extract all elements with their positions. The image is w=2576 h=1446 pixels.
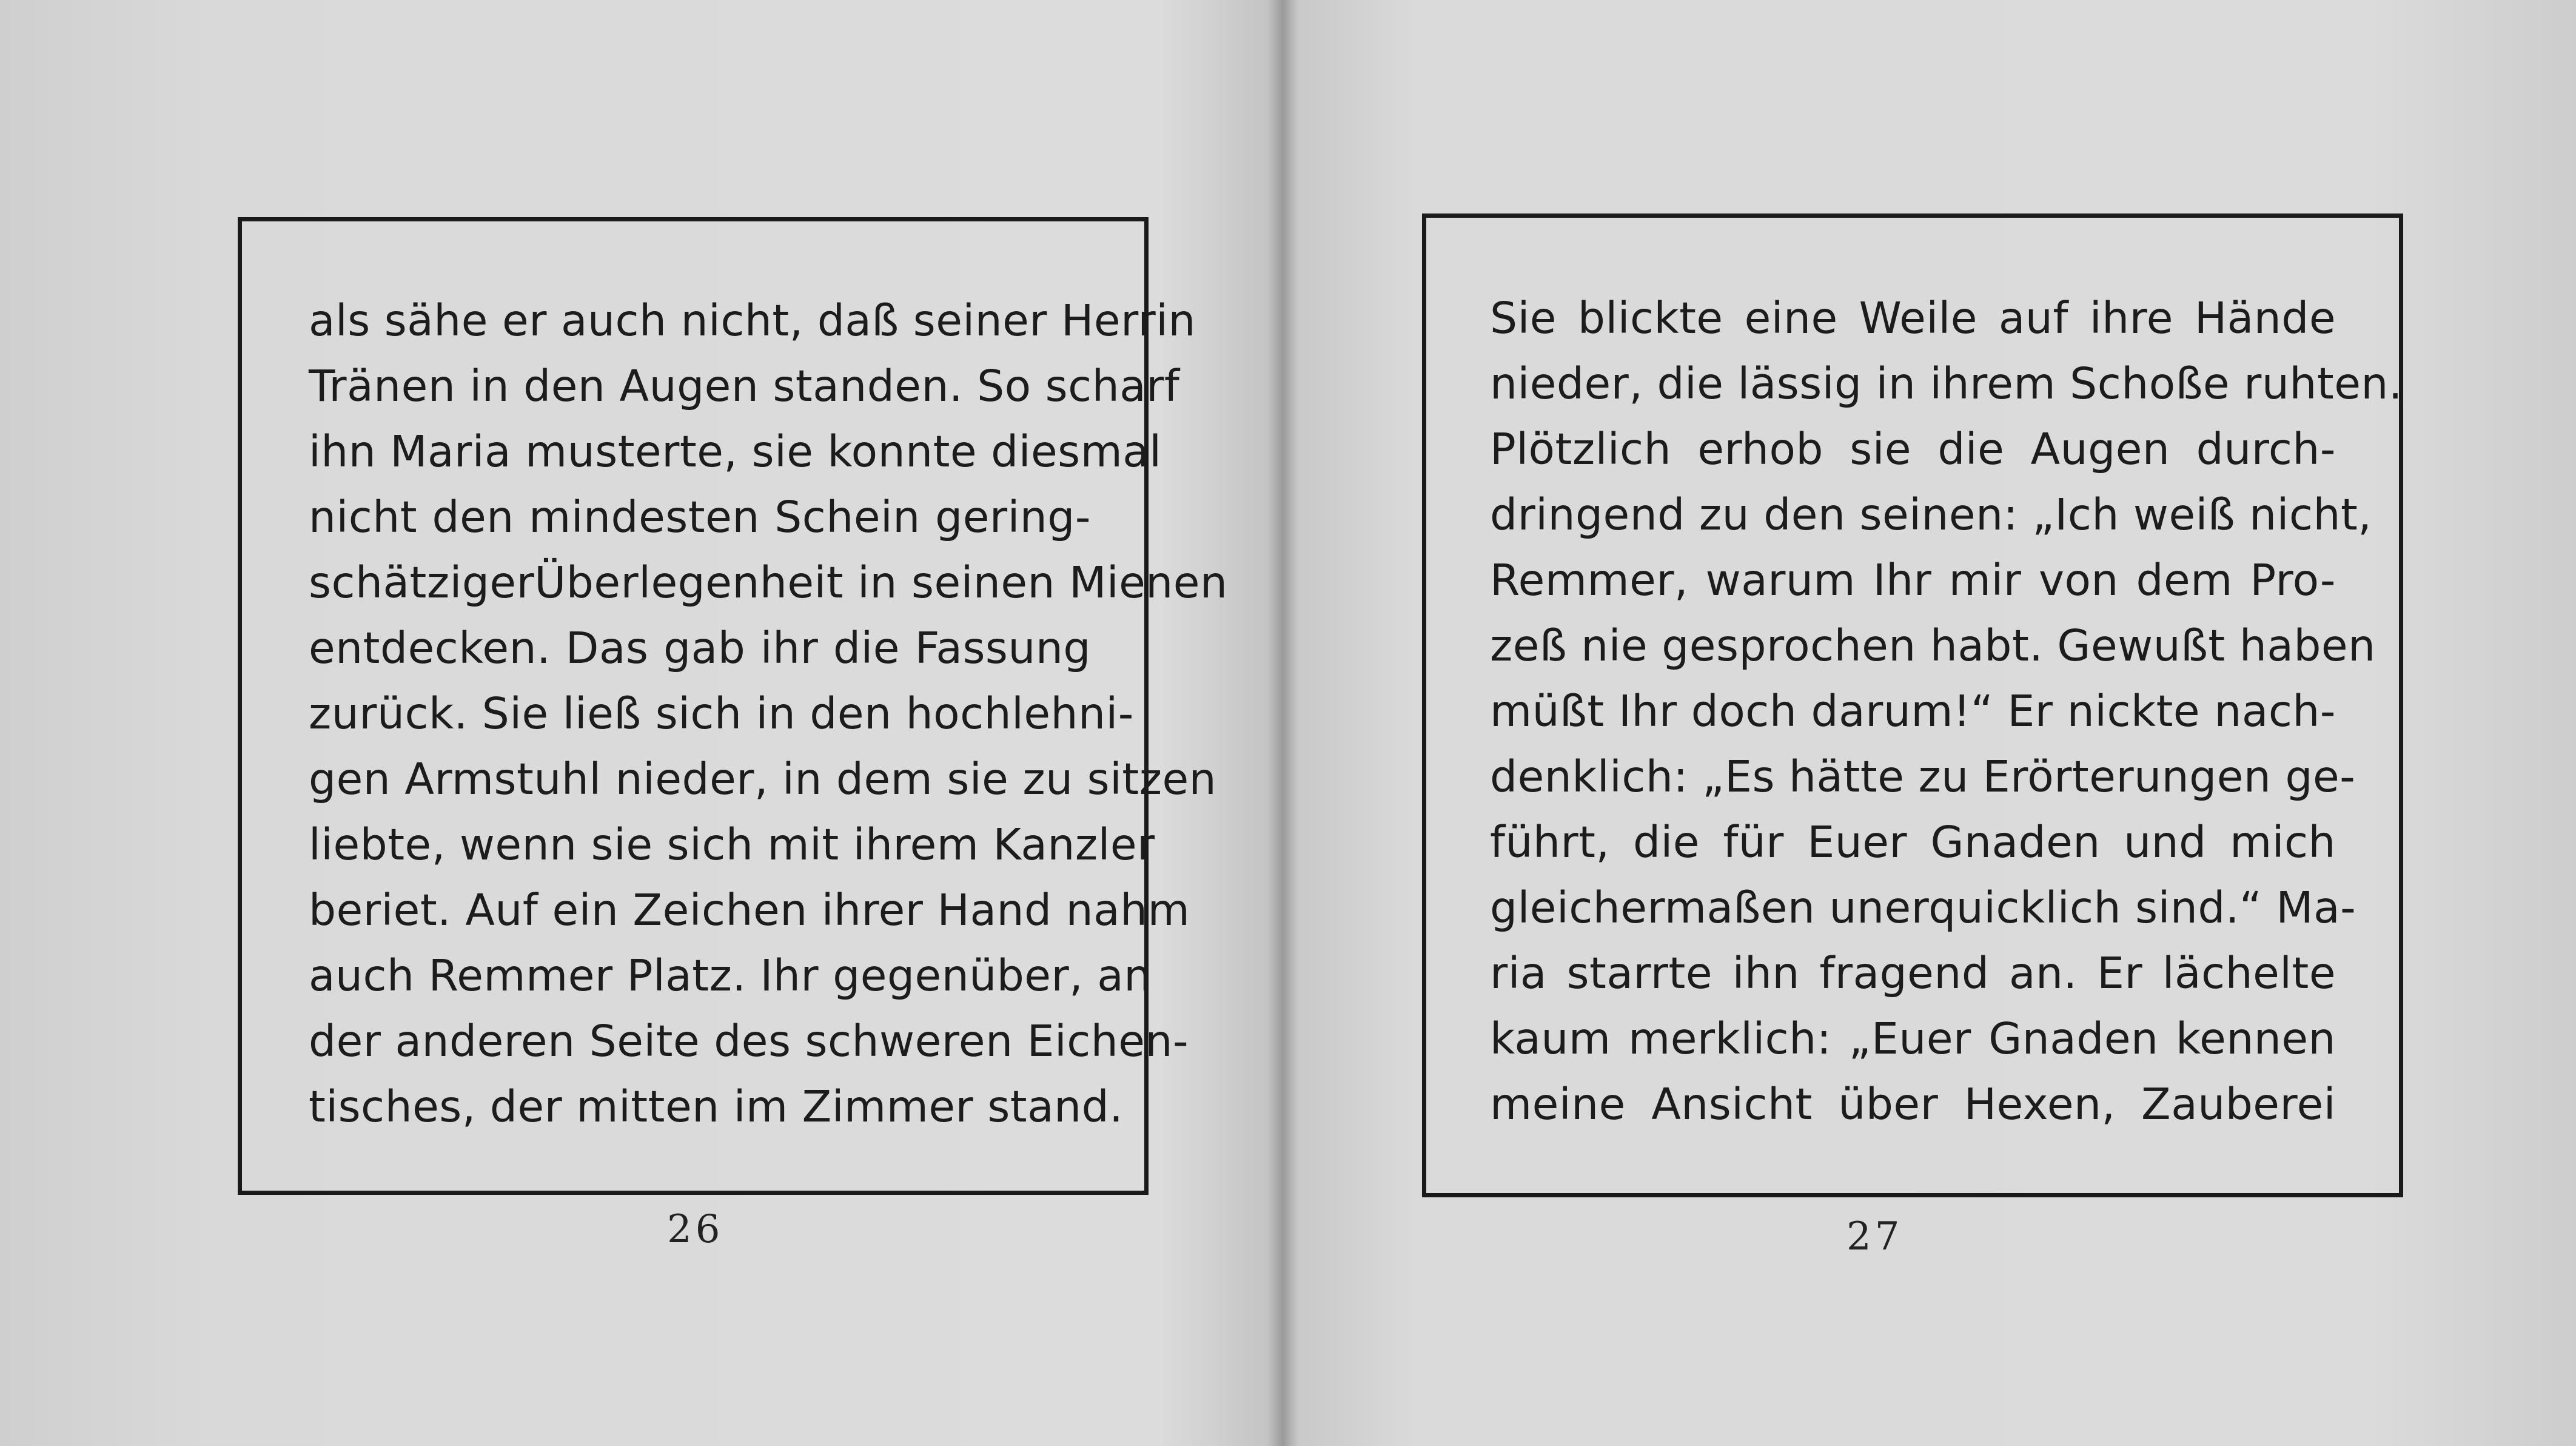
text-line: liebte, wenn sie sich mit ihrem Kanzler	[309, 819, 1155, 870]
text-line: zeß nie gesprochen habt. Gewußt haben	[1490, 620, 2376, 671]
text-line: denklich: „Es hätte zu Erörterungen ge-	[1490, 752, 2356, 802]
left-page	[0, 0, 1280, 1446]
text-line: tisches, der mitten im Zimmer stand.	[309, 1081, 1124, 1132]
text-line: der anderen Seite des schweren Eichen-	[309, 1016, 1189, 1066]
text-line: müßt Ihr doch darum!“ Er nickte nach-	[1490, 686, 2336, 736]
text-line: ria starrte ihn fragend an. Er lächelte	[1490, 948, 2336, 998]
text-line: schätzigerÜberlegenheit in seinen Mienen	[309, 557, 1228, 608]
right-page	[1280, 0, 2576, 1446]
text-line: meine Ansicht über Hexen, Zauberei	[1490, 1079, 2336, 1129]
body-text	[309, 288, 1228, 1140]
text-line: dringend zu den seinen: „Ich weiß nicht,	[1490, 489, 2372, 540]
page-number: 27	[1846, 1214, 1903, 1259]
text-line: Tränen in den Augen standen. So scharf	[309, 361, 1180, 411]
text-line: zurück. Sie ließ sich in den hochlehni-	[309, 688, 1134, 739]
text-line: gen Armstuhl nieder, in dem sie zu sitzen	[309, 754, 1217, 804]
body-text	[1490, 286, 2403, 1137]
text-line: nieder, die lässig in ihrem Schoße ruhten.	[1490, 358, 2403, 409]
text-frame	[238, 217, 1228, 1195]
text-line: führt, die für Euer Gnaden und mich	[1490, 817, 2336, 867]
page-number: 26	[667, 1207, 724, 1252]
text-line: Remmer, warum Ihr mir von dem Pro-	[1490, 555, 2336, 605]
text-line: als sähe er auch nicht, daß seiner Herrin	[309, 295, 1196, 346]
text-line: auch Remmer Platz. Ihr gegenüber, an	[309, 950, 1152, 1001]
text-line: entdecken. Das gab ihr die Fassung	[309, 623, 1091, 673]
text-line: nicht den mindesten Schein gering-	[309, 492, 1091, 542]
text-frame	[1422, 214, 2403, 1197]
text-line: beriet. Auf ein Zeichen ihrer Hand nahm	[309, 885, 1190, 935]
text-line: kaum merklich: „Euer Gnaden kennen	[1490, 1014, 2336, 1064]
text-line: ihn Maria musterte, sie konnte diesmal	[309, 426, 1162, 477]
text-line: gleichermaßen unerquicklich sind.“ Ma-	[1490, 883, 2356, 933]
text-line: Sie blickte eine Weile auf ihre Hände	[1490, 293, 2336, 343]
text-line: Plötzlich erhob sie die Augen durch-	[1490, 424, 2336, 474]
